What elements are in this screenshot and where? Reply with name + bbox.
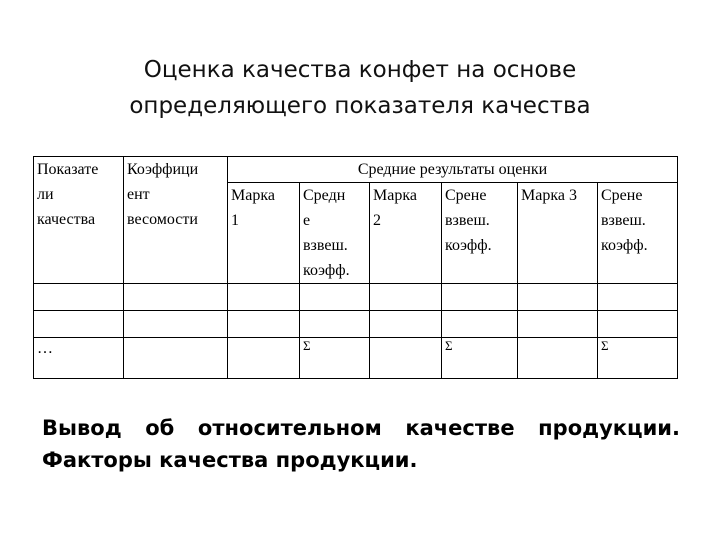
header-row xyxy=(34,157,678,183)
table-cell xyxy=(518,284,598,311)
table-cell xyxy=(300,284,370,311)
conclusion-word: продукции. xyxy=(538,416,680,440)
conclusion-line-2: Факторы качества продукции. xyxy=(42,448,418,472)
conclusion-word: об xyxy=(145,416,175,440)
conclusion-word: относительном xyxy=(197,416,382,440)
table-cell xyxy=(442,284,518,311)
table-cell xyxy=(598,311,678,338)
table-row xyxy=(34,284,678,311)
table-cell xyxy=(518,311,598,338)
sum-cell-1: Σ xyxy=(300,338,370,379)
subheader-weighted-1: Средн е взвеш. коэфф. xyxy=(300,183,370,284)
sum-cell-3: Σ xyxy=(598,338,678,379)
table-row-totals xyxy=(34,338,678,379)
title-line-2: определяющего показателя качества xyxy=(129,93,591,119)
conclusion-line-1 xyxy=(42,412,680,444)
table-cell xyxy=(370,338,442,379)
header-quality-indicators: Показате ли качества xyxy=(34,157,124,284)
subheader-brand-3: Марка 3 xyxy=(518,183,598,284)
table-cell xyxy=(228,284,300,311)
table-cell xyxy=(300,311,370,338)
subheader-brand-2: Марка 2 xyxy=(370,183,442,284)
table-cell xyxy=(370,311,442,338)
conclusion-text xyxy=(42,412,680,476)
table-cell xyxy=(124,311,228,338)
table-cell xyxy=(228,338,300,379)
table-cell xyxy=(518,338,598,379)
evaluation-table xyxy=(33,156,678,379)
table-cell xyxy=(598,284,678,311)
table-cell xyxy=(228,311,300,338)
table-cell xyxy=(442,311,518,338)
table-cell xyxy=(370,284,442,311)
table-cell xyxy=(124,338,228,379)
slide-title xyxy=(0,52,720,124)
header-weight-coefficient: Коэффици ент весомости xyxy=(124,157,228,284)
ellipsis-cell: … xyxy=(34,338,124,379)
sum-cell-2: Σ xyxy=(442,338,518,379)
conclusion-word: Вывод xyxy=(42,416,122,440)
title-line-1: Оценка качества конфет на основе xyxy=(143,57,577,83)
header-average-results: Средние результаты оценки xyxy=(228,157,678,183)
subheader-brand-1: Марка 1 xyxy=(228,183,300,284)
table-cell xyxy=(34,284,124,311)
conclusion-word: качестве xyxy=(405,416,515,440)
subheader-weighted-2: Сренe взвеш. коэфф. xyxy=(442,183,518,284)
table-row xyxy=(34,311,678,338)
subheader-weighted-3: Сренe взвеш. коэфф. xyxy=(598,183,678,284)
table-cell xyxy=(34,311,124,338)
table-cell xyxy=(124,284,228,311)
